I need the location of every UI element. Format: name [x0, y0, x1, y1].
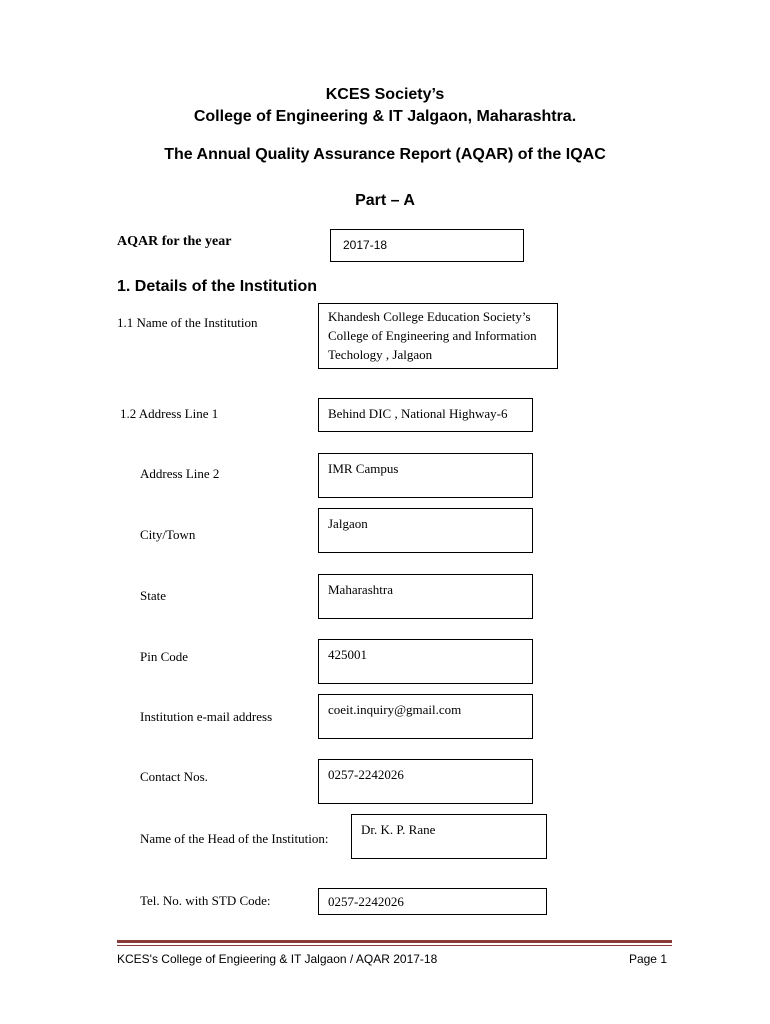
footer-text: KCES's College of Engieering & IT Jalgaon / AQAR 2017-18: [117, 952, 438, 966]
institution-name-field[interactable]: [318, 303, 558, 369]
contact-label: Contact Nos.: [140, 769, 208, 784]
state-label: State: [140, 588, 166, 603]
footer-rule-thick: [117, 940, 672, 943]
institution-name-line: Khandesh College Education Society’s: [328, 309, 531, 324]
institution-name-label: 1.1 Name of the Institution: [117, 315, 258, 330]
head-label: Name of the Head of the Institution:: [140, 831, 329, 846]
section-title: 1. Details of the Institution: [117, 278, 318, 295]
address-line1-field[interactable]: Behind DIC , National Highway-6: [318, 398, 533, 432]
society-name: KCES Society’s: [325, 86, 445, 103]
address-line1-label: 1.2 Address Line 1: [120, 406, 219, 421]
institution-name-line: Techology , Jalgaon: [328, 347, 433, 362]
aqar-year-label: AQAR for the year: [117, 234, 232, 249]
pin-code-label: Pin Code: [140, 649, 189, 664]
aqar-year-field[interactable]: 2017-18: [330, 229, 524, 262]
contact-field[interactable]: 0257-2242026: [318, 759, 533, 804]
email-label: Institution e-mail address: [140, 709, 273, 724]
state-field[interactable]: Maharashtra: [318, 574, 533, 619]
tel-field[interactable]: 0257-2242026: [318, 888, 547, 915]
report-title: The Annual Quality Assurance Report (AQAR) of the IQAC: [164, 146, 606, 163]
city-field[interactable]: Jalgaon: [318, 508, 533, 553]
address-line2-label: Address Line 2: [140, 466, 220, 481]
email-field[interactable]: coeit.inquiry@gmail.com: [318, 694, 533, 739]
city-label: City/Town: [140, 527, 196, 542]
address-line2-field[interactable]: IMR Campus: [318, 453, 533, 498]
institution-name-line: College of Engineering and Information: [328, 328, 537, 343]
pin-code-field[interactable]: 425001: [318, 639, 533, 684]
college-name: College of Engineering & IT Jalgaon, Maharashtra.: [193, 108, 577, 125]
footer-rule-thin: [117, 945, 672, 946]
head-field[interactable]: Dr. K. P. Rane: [351, 814, 547, 859]
part-heading: Part – A: [355, 192, 415, 209]
tel-label: Tel. No. with STD Code:: [140, 893, 271, 908]
page-number: Page 1: [628, 952, 667, 966]
